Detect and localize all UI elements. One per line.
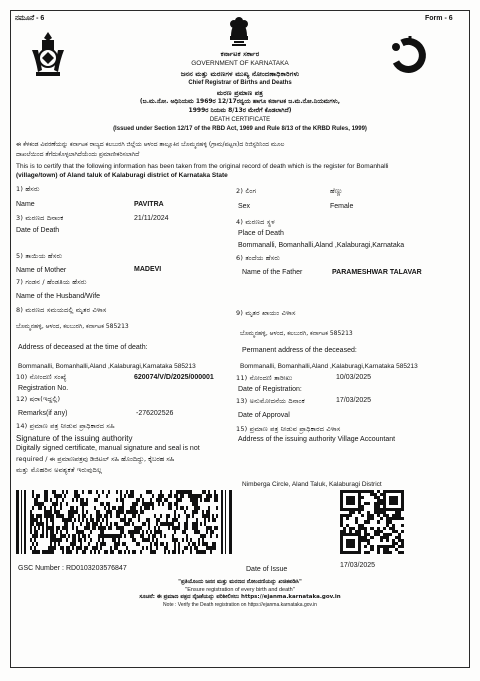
intro-english-line1: This is to certify that the following information has been taken from the original record of death which is the register for Bomanhalli bbox=[16, 163, 389, 170]
date-of-death-value: 21/11/2024 bbox=[134, 215, 169, 222]
sex-label-kannada: 2) ಲಿಂಗ bbox=[236, 187, 257, 195]
name-value: PAVITRA bbox=[134, 201, 164, 208]
verification-qr-code bbox=[340, 490, 404, 554]
sex-value: Female bbox=[330, 203, 354, 210]
verify-note-english: Note : Verify the Death registration on https://ejanma.karnataka.gov.in bbox=[163, 602, 317, 608]
certificate-title-kannada: ಮರಣ ಪ್ರಮಾಣ ಪತ್ರ bbox=[216, 89, 264, 97]
registration-date-label-kannada: 11) ನೋಂದಣಿ ತಾರೀಖು bbox=[236, 374, 293, 382]
spouse-label-kannada: 7) ಗಂಡನ / ಹೆಂಡತಿಯ ಹೆಸರು bbox=[16, 278, 87, 286]
form-number-kannada: ನಮೂನೆ - 6 bbox=[15, 15, 45, 22]
chief-registrar-english: Chief Registrar of Births and Deaths bbox=[188, 80, 292, 86]
chief-registrar-kannada: ಜನನ ಮತ್ತು ಮರಣಗಳ ಮುಖ್ಯ ನೋಂದಣಾಧಿಕಾರಿಗಳು bbox=[180, 70, 300, 78]
permanent-address-value-kannada: ಬೊಮ್ಮನಹಳ್ಳಿ, ಆಳಂದ, ಕಲಬುರಗಿ, ಕರ್ನಾಟಕ 585213 bbox=[240, 330, 353, 337]
section-reference-english: (Issued under Section 12/17 of the RBD Act, 1969 and Rule 8/13 of the KRBD Rules, 1999) bbox=[113, 126, 367, 132]
remarks-value: -276202526 bbox=[136, 410, 174, 417]
father-label: Name of the Father bbox=[242, 269, 303, 276]
gsc-number-value: RD0103203576847 bbox=[66, 565, 127, 572]
date-of-issue-label: Date of Issue bbox=[246, 566, 288, 573]
mother-label: Name of Mother bbox=[16, 267, 67, 274]
date-of-death-label: Date of Death bbox=[16, 227, 60, 234]
intro-kannada-line1: ಈ ಕೆಳಕಂಡ ವಿವರಣೆಯನ್ನು ಕರ್ನಾಟಕ ರಾಜ್ಯದ ಕಲಬುರಗಿ ಜಿಲ್ಲೆಯ ಆಳಂದ ತಾಲ್ಲೂಕಿನ ಬೊಮ್ಮನಹಳ್ಳಿ (ಗ್ರಾಮ/ಪಟ್ಟಣ)ದ ರಿಜಿಸ್ಟರಿನಿಂದ ಮೂಲ bbox=[16, 141, 285, 148]
registration-date-value: 10/03/2025 bbox=[336, 374, 372, 381]
mother-value: MADEVI bbox=[134, 266, 162, 273]
permanent-address-value: Bommanalli, Bomanhalli,Aland ,Kalaburagi,Karnataka 585213 bbox=[240, 363, 418, 370]
registration-slogan-english: "Ensure registration of every birth and death" bbox=[185, 587, 295, 593]
address-at-death-label-kannada: 8) ಮರಣದ ಸಮಯದಲ್ಲಿ ಮೃತರ ವಿಳಾಸ bbox=[16, 306, 107, 314]
govt-name-kannada: ಕರ್ನಾಟಕ ಸರ್ಕಾರ bbox=[220, 50, 260, 58]
date-of-issue-value: 17/03/2025 bbox=[340, 562, 376, 569]
remarks-label: Remarks(if any) bbox=[18, 410, 68, 417]
registration-slogan-kannada: "ಪ್ರತಿಯೊಂದು ಜನನ ಮತ್ತು ಮರಣದ ನೋಂದಣಿಯನ್ನು ಖಚಿತಪಡಿಸಿ" bbox=[178, 579, 302, 585]
mother-label-kannada: 5) ತಾಯಿಯ ಹೆಸರು bbox=[16, 252, 63, 260]
certificate-title-english: DEATH CERTIFICATE bbox=[209, 117, 271, 123]
registration-number-value: 620074/V/D/2025/000001 bbox=[134, 374, 214, 381]
name-label-kannada: 1) ಹೆಸರು bbox=[16, 185, 40, 193]
govt-name-english: GOVERNMENT OF KARNATAKA bbox=[191, 60, 289, 67]
address-at-death-label: Address of deceased at the time of death: bbox=[18, 344, 148, 351]
intro-kannada-line2: ದಾಖಲೆಯಿಂದ ತೆಗೆದುಕೊಳ್ಳಲಾಗಿದೆಯೆಂದು ಪ್ರಮಾಣೀಕರಿಸಲಾಗಿದೆ bbox=[16, 151, 140, 158]
verify-note-kannada: ಸೂಚನೆ: ಈ ಪ್ರಮಾಣ ಪತ್ರದ ನೈಜತೆಯನ್ನು ಪರಿಶೀಲಿಸಲು https://ejanma.karnataka.gov.in bbox=[139, 594, 341, 600]
date-of-death-label-kannada: 3) ಮರಣದ ದಿನಾಂಕ bbox=[16, 214, 64, 222]
registration-date-label: Date of Registration: bbox=[238, 386, 302, 393]
registration-number-label: Registration No. bbox=[18, 385, 69, 392]
address-at-death-value: Bommanalli, Bomanhalli,Aland ,Kalaburagi,Karnataka 585213 bbox=[18, 363, 196, 370]
approval-date-label: Date of Approval bbox=[238, 412, 290, 419]
father-label-kannada: 6) ತಂದೆಯ ಹೆಸರು bbox=[236, 254, 281, 262]
approval-date-label-kannada: 13) ಅನುಮೋದನೆಯ ದಿನಾಂಕ bbox=[236, 397, 305, 405]
authority-address-label-kannada: 15) ಪ್ರಮಾಣ ಪತ್ರ ನೀಡುವ ಪ್ರಾಧಿಕಾರದ ವಿಳಾಸ bbox=[236, 425, 341, 433]
place-of-death-value: Bommanalli, Bomanhalli,Aland ,Kalaburagi,Karnataka bbox=[238, 242, 405, 249]
sex-value-kannada: ಹೆಣ್ಣು bbox=[330, 187, 343, 195]
karnataka-emblem-icon bbox=[28, 30, 68, 78]
authority-address-label: Address of the issuing authority Village Accountant bbox=[238, 436, 396, 443]
signature-label: Signature of the issuing authority bbox=[16, 434, 133, 443]
digital-signature-note-line2: required / ಈ ಪ್ರಮಾಣಪತ್ರವು ಡಿಜಿಟಲ್ ಸಹಿ ಹೊಂದಿದ್ದು, ಕೈಬರಹ ಸಹಿ bbox=[16, 455, 175, 463]
name-label: Name bbox=[16, 201, 35, 208]
place-of-death-label-kannada: 4) ಮರಣದ ಸ್ಥಳ bbox=[236, 218, 275, 226]
address-at-death-value-kannada: ಬೊಮ್ಮನಹಳ್ಳಿ, ಆಳಂದ, ಕಲಬುರಗಿ, ಕರ್ನಾಟಕ 585213 bbox=[16, 323, 129, 330]
place-of-death-label: Place of Death bbox=[238, 230, 284, 237]
sex-label: Sex bbox=[238, 203, 251, 210]
certificate-barcode bbox=[16, 490, 232, 554]
national-emblem-icon bbox=[224, 14, 254, 48]
signature-label-kannada: 14) ಪ್ರಮಾಣ ಪತ್ರ ನೀಡುವ ಪ್ರಾಧಿಕಾರದ ಸಹಿ bbox=[16, 422, 115, 430]
permanent-address-label-kannada: 9) ಮೃತರ ಖಾಯಂ ವಿಳಾಸ bbox=[236, 309, 296, 317]
approval-date-value: 17/03/2025 bbox=[336, 397, 372, 404]
father-value: PARAMESHWAR TALAVAR bbox=[332, 269, 422, 276]
remarks-label-kannada: 12) ಷರಾ(ಇದ್ದಲ್ಲಿ) bbox=[16, 395, 61, 403]
form-number-english: Form - 6 bbox=[425, 15, 453, 22]
spouse-label: Name of the Husband/Wife bbox=[16, 293, 101, 300]
digital-signature-note-line1: Digitally signed certificate, manual signature and seal is not bbox=[16, 445, 200, 452]
permanent-address-label: Permanent address of the deceased: bbox=[242, 347, 357, 354]
registration-number-label-kannada: 10) ನೋಂದಣಿ ಸಂಖ್ಯೆ bbox=[16, 373, 67, 381]
rules-reference-kannada: 1999ರ ನಿಯಮ 8/13ರ ಮೇರೆಗೆ ಕೊಡಲಾಗಿದೆ) bbox=[188, 107, 292, 114]
digital-signature-note-line3: ಮತ್ತು ಮೊಹರಿನ ಅವಶ್ಯಕತೆ ಇರುವುದಿಲ್ಲ bbox=[16, 466, 103, 474]
authority-address-value: Nimberga Circle, Aland Taluk, Kalaburagi District bbox=[242, 481, 382, 488]
gsc-number-label: GSC Number : bbox=[18, 565, 64, 572]
registration-logo-icon bbox=[384, 32, 436, 84]
section-reference-kannada: (ಜ.ಮ.ನೋ. ಅಧಿನಿಯಮ 1969ರ 12/17ರನ್ವಯ ಹಾಗೂ ಕರ್ನಾಟಕ ಜ.ಮ.ನೋ.ನಿಯಮಗಳು, bbox=[139, 98, 341, 105]
intro-english-line2: (village/town) of Aland taluk of Kalaburagi district of Karnataka State bbox=[16, 172, 228, 179]
